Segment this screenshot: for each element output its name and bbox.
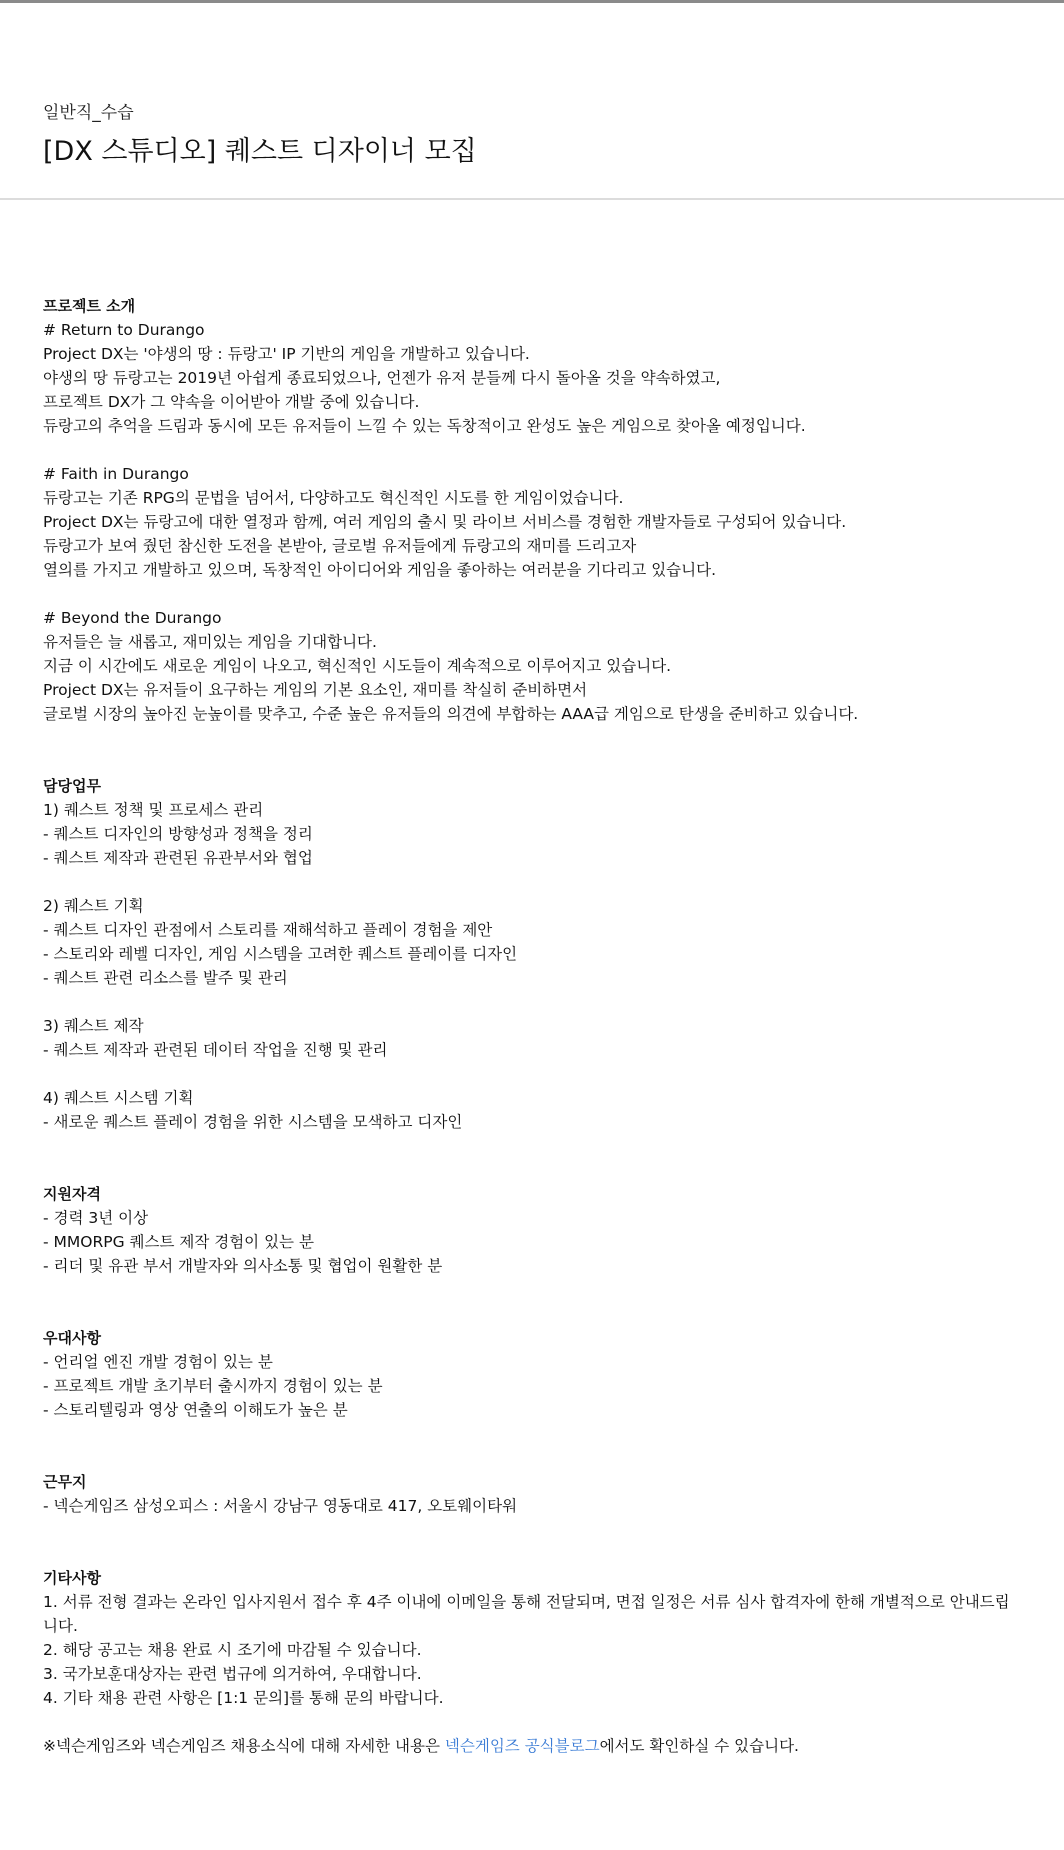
text-line: - 스토리와 레벨 디자인, 게임 시스템을 고려한 퀘스트 플레이를 디자인	[43, 945, 518, 963]
footer-prefix: ※넥슨게임즈와 넥슨게임즈 채용소식에 대해 자세한 내용은	[43, 1737, 445, 1755]
footer-suffix: 에서도 확인하실 수 있습니다.	[599, 1737, 799, 1755]
text-line: 유저들은 늘 새롭고, 재미있는 게임을 기대합니다.	[43, 633, 377, 651]
paragraph-block	[43, 1014, 1021, 1062]
job-description	[0, 200, 1064, 1758]
paragraph-block	[43, 1206, 1021, 1278]
text-line: - 퀘스트 디자인의 방향성과 정책을 정리	[43, 825, 313, 843]
paragraph-block	[43, 318, 1021, 438]
paragraph-block	[43, 462, 1021, 582]
text-line: - 넥슨게임즈 삼성오피스 : 서울시 강남구 영동대로 417, 오토웨이타워	[43, 1497, 518, 1515]
section-project-intro	[43, 294, 1021, 726]
text-line: 프로젝트 DX가 그 약속을 이어받아 개발 중에 있습니다.	[43, 393, 420, 411]
section-qualifications	[43, 1182, 1021, 1278]
section-heading: 근무지	[43, 1473, 87, 1491]
section-heading: 지원자격	[43, 1185, 101, 1203]
paragraph-block	[43, 1494, 1021, 1518]
text-line: - 리더 및 유관 부서 개발자와 의사소통 및 협업이 원활한 분	[43, 1257, 443, 1275]
section-heading: 프로젝트 소개	[43, 297, 136, 315]
paragraph-block	[43, 1350, 1021, 1422]
text-line: 1) 퀘스트 정책 및 프로세스 관리	[43, 801, 264, 819]
posting-header	[0, 3, 1064, 200]
section-work-location	[43, 1470, 1021, 1518]
text-line: Project DX는 '야생의 땅 : 듀랑고' IP 기반의 게임을 개발하고 있습니다.	[43, 345, 530, 363]
text-line: - 스토리텔링과 영상 연출의 이해도가 높은 분	[43, 1401, 348, 1419]
text-line: 듀랑고는 기존 RPG의 문법을 넘어서, 다양하고도 혁신적인 시도를 한 게임이었습니다.	[43, 489, 624, 507]
section-heading: 기타사항	[43, 1569, 101, 1587]
text-line: # Beyond the Durango	[43, 609, 222, 627]
text-line: 듀랑고의 추억을 드림과 동시에 모든 유저들이 느낄 수 있는 독창적이고 완성도 높은 게임으로 찾아올 예정입니다.	[43, 417, 806, 435]
text-line: 4. 기타 채용 관련 사항은 [1:1 문의]를 통해 문의 바랍니다.	[43, 1689, 444, 1707]
section-other-notes	[43, 1566, 1021, 1710]
text-line: Project DX는 듀랑고에 대한 열정과 함께, 여러 게임의 출시 및 라이브 서비스를 경험한 개발자들로 구성되어 있습니다.	[43, 513, 847, 531]
text-line: - 퀘스트 제작과 관련된 유관부서와 협업	[43, 849, 313, 867]
text-line: - 새로운 퀘스트 플레이 경험을 위한 시스템을 모색하고 디자인	[43, 1113, 463, 1131]
text-line: 야생의 땅 듀랑고는 2019년 아쉽게 종료되었으나, 언젠가 유저 분들께 다시 돌아올 것을 약속하였고,	[43, 369, 721, 387]
text-line: 글로벌 시장의 높아진 눈높이를 맞추고, 수준 높은 유저들의 의견에 부합하는 AAA급 게임으로 탄생을 준비하고 있습니다.	[43, 705, 859, 723]
text-line: - 경력 3년 이상	[43, 1209, 149, 1227]
paragraph-block	[43, 1086, 1021, 1134]
text-line: 4) 퀘스트 시스템 기획	[43, 1089, 194, 1107]
paragraph-block	[43, 894, 1021, 990]
text-line: # Return to Durango	[43, 321, 205, 339]
text-line: - 퀘스트 디자인 관점에서 스토리를 재해석하고 플레이 경험을 제안	[43, 921, 493, 939]
text-line: - MMORPG 퀘스트 제작 경험이 있는 분	[43, 1233, 314, 1251]
text-line: 3) 퀘스트 제작	[43, 1017, 144, 1035]
official-blog-link[interactable]: 넥슨게임즈 공식블로그	[444, 1737, 600, 1755]
footer-note	[43, 1734, 1021, 1758]
section-heading: 우대사항	[43, 1329, 101, 1347]
text-line: 듀랑고가 보여 줬던 참신한 도전을 본받아, 글로벌 유저들에게 듀랑고의 재미를 드리고자	[43, 537, 637, 555]
text-line: 지금 이 시간에도 새로운 게임이 나오고, 혁신적인 시도들이 계속적으로 이루어지고 있습니다.	[43, 657, 672, 675]
section-preferred	[43, 1326, 1021, 1422]
text-line: - 프로젝트 개발 초기부터 출시까지 경험이 있는 분	[43, 1377, 383, 1395]
paragraph-block	[43, 798, 1021, 870]
text-line: - 퀘스트 제작과 관련된 데이터 작업을 진행 및 관리	[43, 1041, 388, 1059]
text-line: 열의를 가지고 개발하고 있으며, 독창적인 아이디어와 게임을 좋아하는 여러분을 기다리고 있습니다.	[43, 561, 717, 579]
text-line: - 언리얼 엔진 개발 경험이 있는 분	[43, 1353, 273, 1371]
text-line: # Faith in Durango	[43, 465, 189, 483]
paragraph-block	[43, 606, 1021, 726]
section-heading: 담당업무	[43, 777, 101, 795]
text-line: 2. 해당 공고는 채용 완료 시 조기에 마감될 수 있습니다.	[43, 1641, 422, 1659]
text-line: 1. 서류 전형 결과는 온라인 입사지원서 접수 후 4주 이내에 이메일을 통해 전달되며, 면접 일정은 서류 심사 합격자에 한해 개별적으로 안내드립니다.	[43, 1593, 1010, 1635]
paragraph-block	[43, 1590, 1021, 1710]
text-line: 3. 국가보훈대상자는 관련 법규에 의거하여, 우대합니다.	[43, 1665, 422, 1683]
text-line: 2) 퀘스트 기획	[43, 897, 144, 915]
page-title: [DX 스튜디오] 퀘스트 디자이너 모집	[43, 136, 477, 167]
section-responsibilities	[43, 774, 1021, 1134]
job-category: 일반직_수습	[43, 103, 134, 123]
text-line: Project DX는 유저들이 요구하는 게임의 기본 요소인, 재미를 착실히 준비하면서	[43, 681, 588, 699]
text-line: - 퀘스트 관련 리소스를 발주 및 관리	[43, 969, 288, 987]
